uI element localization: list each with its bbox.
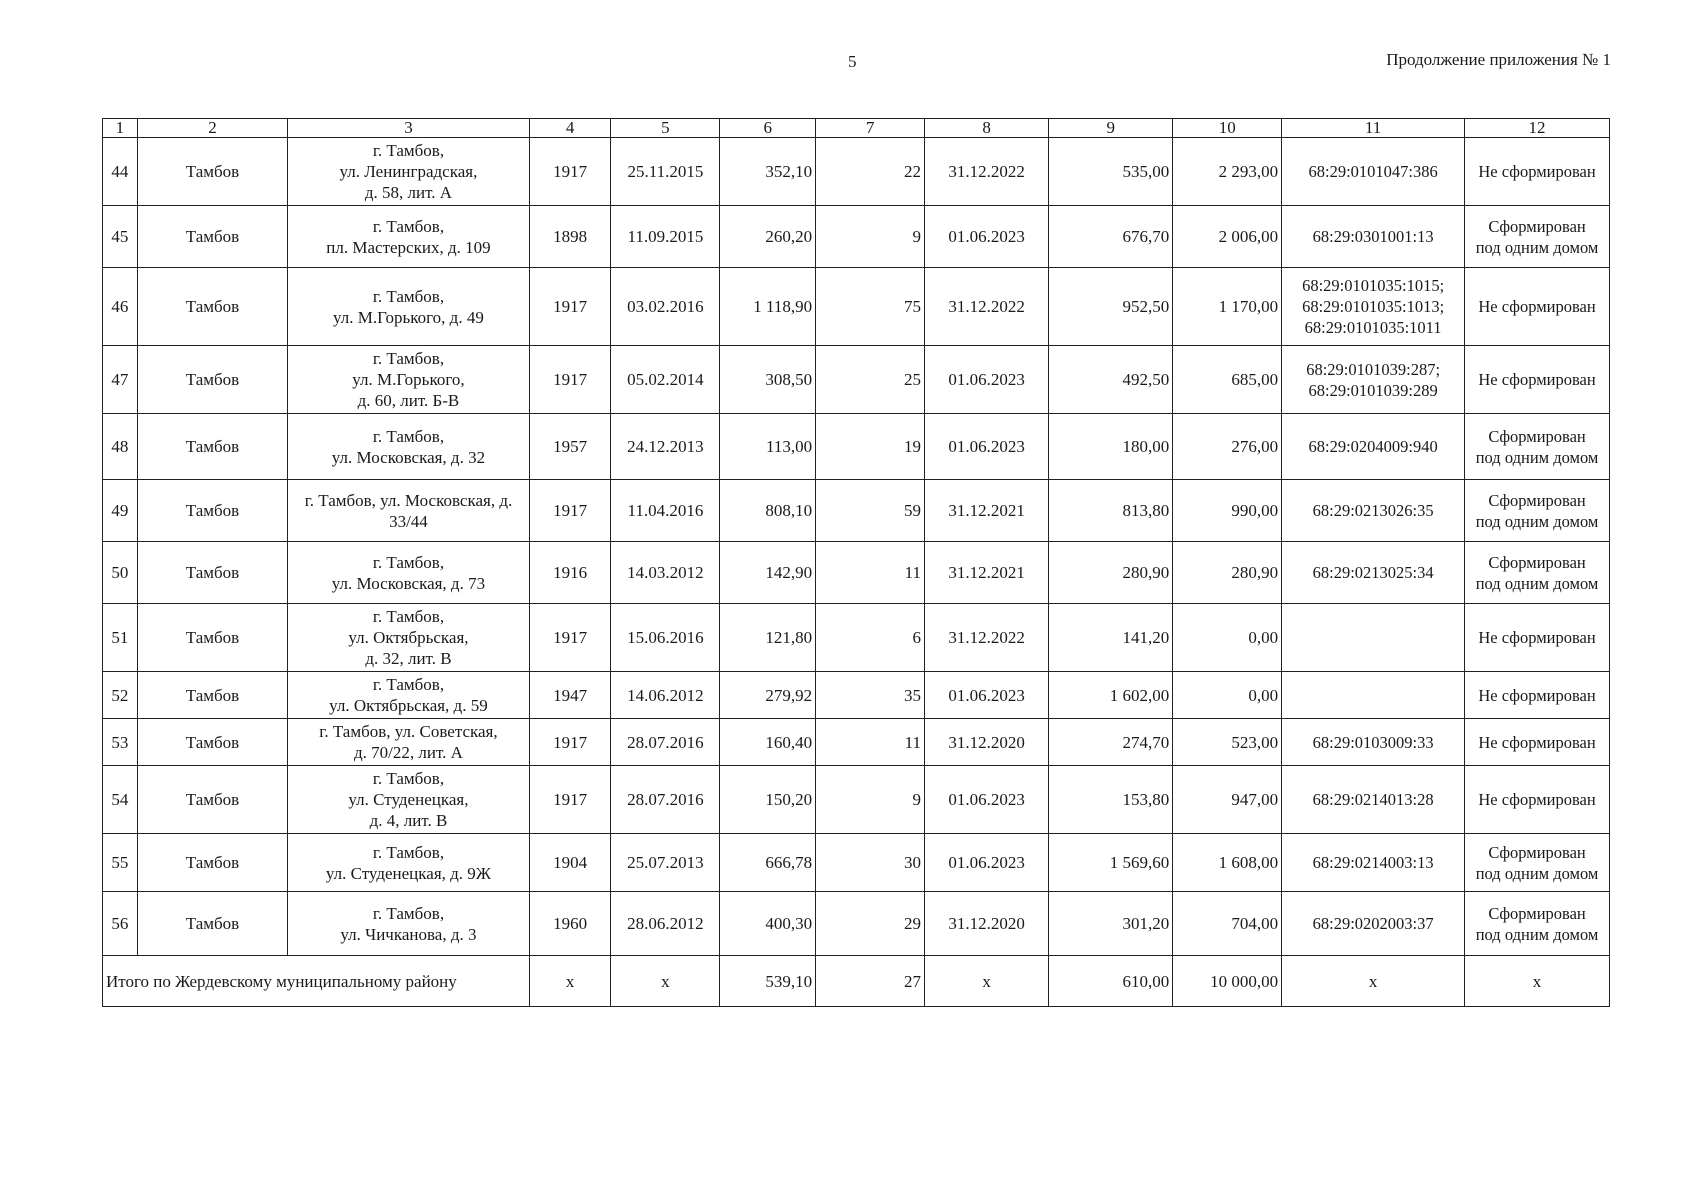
cadastral-number-cell [1282,892,1465,956]
total-col-8: х [925,956,1049,1007]
year-cell: 1917 [529,138,611,206]
cadastral-number-cell-line: 68:29:0101047:386 [1308,162,1438,181]
col-9-cell: 952,50 [1049,268,1173,346]
column-number-row [103,119,1610,138]
address-cell-line: ул. М.Горького, д. 49 [333,307,484,327]
land-status-cell-line: Не сформирован [1478,628,1596,647]
land-status-cell-line: под одним домом [1475,447,1599,467]
recognition-date-cell: 15.06.2016 [611,604,720,672]
address-cell-line: г. Тамбов, ул. Советская, [319,722,498,741]
column-header-3: 3 [288,119,530,138]
address-cell-line: пл. Мастерских, д. 109 [326,237,491,257]
address-cell-line: г. Тамбов, [372,426,445,446]
address-cell-line: г. Тамбов, [372,842,445,862]
cadastral-number-cell [1282,542,1465,604]
cadastral-number-cell-line: 68:29:0101039:289 [1308,380,1438,400]
land-status-cell-line: Не сформирован [1478,162,1596,181]
cadastral-number-cell-line: 68:29:0101035:1011 [1304,318,1442,337]
col-9-cell: 1 569,60 [1049,834,1173,892]
address-cell-line: г. Тамбов, [372,286,445,306]
column-header-4: 4 [529,119,611,138]
col-10-cell: 685,00 [1173,346,1282,414]
address-cell [288,268,530,346]
land-status-cell [1465,206,1610,268]
recognition-date-cell: 11.09.2015 [611,206,720,268]
planned-date-cell: 01.06.2023 [925,766,1049,834]
year-cell: 1917 [529,268,611,346]
column-header-6: 6 [720,119,816,138]
col-10-cell: 1 170,00 [1173,268,1282,346]
table-row [103,346,1610,414]
residents-cell: 11 [816,719,925,766]
address-cell [288,719,530,766]
planned-date-cell: 01.06.2023 [925,346,1049,414]
year-cell: 1957 [529,414,611,480]
address-cell-line: д. 58, лит. А [364,183,453,202]
address-cell [288,892,530,956]
address-cell-line: ул. Студенецкая, д. 9Ж [325,863,492,883]
column-header-11: 11 [1282,119,1465,138]
planned-date-cell: 31.12.2020 [925,892,1049,956]
year-cell: 1916 [529,542,611,604]
address-cell-line: г. Тамбов, [372,216,445,236]
city-cell: Тамбов [137,604,287,672]
address-cell-line: ул. Октябрьская, [348,628,469,647]
land-status-cell [1465,719,1610,766]
column-header-9: 9 [1049,119,1173,138]
land-status-cell-line: Не сформирован [1478,790,1596,809]
recognition-date-cell: 03.02.2016 [611,268,720,346]
recognition-date-cell: 28.06.2012 [611,892,720,956]
city-cell: Тамбов [137,268,287,346]
address-cell-line: ул. Ленинградская, [339,162,478,181]
planned-date-cell: 01.06.2023 [925,414,1049,480]
row-number: 44 [103,138,138,206]
row-number: 56 [103,892,138,956]
column-header-1: 1 [103,119,138,138]
area-cell: 400,30 [720,892,816,956]
total-col-10: 10 000,00 [1173,956,1282,1007]
year-cell: 1917 [529,719,611,766]
row-number: 46 [103,268,138,346]
table-row [103,138,1610,206]
col-10-cell: 704,00 [1173,892,1282,956]
planned-date-cell: 31.12.2021 [925,542,1049,604]
row-number: 48 [103,414,138,480]
col-9-cell: 535,00 [1049,138,1173,206]
land-status-cell [1465,672,1610,719]
address-cell-line: ул. Студенецкая, [348,790,469,809]
residents-cell: 30 [816,834,925,892]
total-col-7: 27 [816,956,925,1007]
address-cell-line: д. 60, лит. Б-В [357,391,460,410]
planned-date-cell: 01.06.2023 [925,206,1049,268]
table-row [103,480,1610,542]
total-col-4: х [529,956,611,1007]
address-cell [288,542,530,604]
cadastral-number-cell [1282,766,1465,834]
land-status-cell [1465,414,1610,480]
city-cell: Тамбов [137,719,287,766]
cadastral-number-cell [1282,138,1465,206]
area-cell: 150,20 [720,766,816,834]
city-cell: Тамбов [137,766,287,834]
land-status-cell [1465,766,1610,834]
table-row [103,604,1610,672]
year-cell: 1917 [529,766,611,834]
planned-date-cell: 01.06.2023 [925,672,1049,719]
col-9-cell: 180,00 [1049,414,1173,480]
land-status-cell-line: Не сформирован [1478,370,1596,389]
city-cell: Тамбов [137,480,287,542]
col-9-cell: 1 602,00 [1049,672,1173,719]
col-9-cell: 676,70 [1049,206,1173,268]
address-cell-line: д. 32, лит. В [365,649,452,668]
total-col-5: х [611,956,720,1007]
cadastral-number-cell [1282,206,1465,268]
cadastral-number-cell [1282,480,1465,542]
col-9-cell: 153,80 [1049,766,1173,834]
year-cell: 1917 [529,346,611,414]
land-status-cell-line: Сформирован [1488,842,1586,862]
address-cell-line: г. Тамбов, [372,903,445,923]
residents-cell: 75 [816,268,925,346]
area-cell: 808,10 [720,480,816,542]
city-cell: Тамбов [137,346,287,414]
area-cell: 308,50 [720,346,816,414]
recognition-date-cell: 11.04.2016 [611,480,720,542]
recognition-date-cell: 28.07.2016 [611,719,720,766]
planned-date-cell: 31.12.2022 [925,138,1049,206]
cadastral-number-cell [1282,268,1465,346]
column-header-2: 2 [137,119,287,138]
cadastral-number-cell-line: 68:29:0214013:28 [1312,790,1434,809]
recognition-date-cell: 28.07.2016 [611,766,720,834]
row-number: 53 [103,719,138,766]
residents-cell: 9 [816,766,925,834]
residents-cell: 9 [816,206,925,268]
row-number: 47 [103,346,138,414]
recognition-date-cell: 25.07.2013 [611,834,720,892]
address-cell [288,604,530,672]
column-header-10: 10 [1173,119,1282,138]
table-body [103,138,1610,956]
row-number: 49 [103,480,138,542]
planned-date-cell: 31.12.2022 [925,604,1049,672]
column-header-12: 12 [1465,119,1610,138]
row-number: 52 [103,672,138,719]
cadastral-number-cell-line: 68:29:0103009:33 [1312,732,1434,752]
page-number: 5 [848,52,857,71]
land-status-cell [1465,346,1610,414]
residents-cell: 19 [816,414,925,480]
recognition-date-cell: 24.12.2013 [611,414,720,480]
land-status-cell-line: Не сформирован [1478,297,1596,316]
year-cell: 1917 [529,480,611,542]
col-10-cell: 2 293,00 [1173,138,1282,206]
planned-date-cell: 01.06.2023 [925,834,1049,892]
residents-cell: 59 [816,480,925,542]
address-cell [288,346,530,414]
city-cell: Тамбов [137,206,287,268]
cadastral-number-cell-line: 68:29:0101039:287; [1306,359,1441,379]
land-status-cell-line: под одним домом [1475,511,1599,531]
city-cell: Тамбов [137,542,287,604]
row-number: 45 [103,206,138,268]
land-status-cell [1465,138,1610,206]
area-cell: 113,00 [720,414,816,480]
land-status-cell-line: под одним домом [1475,924,1599,944]
residents-cell: 22 [816,138,925,206]
land-status-cell-line: под одним домом [1475,863,1599,883]
table-row [103,719,1610,766]
column-header-7: 7 [816,119,925,138]
area-cell: 352,10 [720,138,816,206]
land-status-cell [1465,542,1610,604]
appendix-header: Продолжение приложения № 1 [1386,50,1611,69]
cadastral-number-cell-line: 68:29:0301001:13 [1312,227,1434,246]
table-row [103,206,1610,268]
recognition-date-cell: 05.02.2014 [611,346,720,414]
address-cell-line: ул. Октябрьская, д. 59 [329,696,488,715]
area-cell: 121,80 [720,604,816,672]
land-status-cell [1465,480,1610,542]
land-status-cell [1465,268,1610,346]
address-cell-line: ул. Московская, д. 73 [331,573,486,593]
row-number: 54 [103,766,138,834]
residents-cell: 29 [816,892,925,956]
year-cell: 1904 [529,834,611,892]
land-status-cell-line: Не сформирован [1478,732,1596,752]
recognition-date-cell: 14.03.2012 [611,542,720,604]
cadastral-number-cell-line: 68:29:0101035:1015; [1302,276,1445,295]
land-status-cell-line: Сформирован [1488,903,1586,923]
city-cell: Тамбов [137,138,287,206]
cadastral-number-cell-line: 68:29:0202003:37 [1312,914,1434,933]
cadastral-number-cell-line: 68:29:0204009:940 [1308,437,1438,456]
cadastral-number-cell [1282,719,1465,766]
col-10-cell: 947,00 [1173,766,1282,834]
address-cell [288,480,530,542]
planned-date-cell: 31.12.2022 [925,268,1049,346]
residents-cell: 35 [816,672,925,719]
address-cell-line: 33/44 [389,511,428,531]
land-status-cell-line: Сформирован [1488,490,1586,510]
land-status-cell-line: Не сформирован [1478,685,1596,705]
col-10-cell: 0,00 [1173,672,1282,719]
city-cell: Тамбов [137,892,287,956]
col-10-cell: 2 006,00 [1173,206,1282,268]
col-9-cell: 492,50 [1049,346,1173,414]
address-cell [288,138,530,206]
residents-cell: 11 [816,542,925,604]
table-row [103,542,1610,604]
address-cell-line: г. Тамбов, ул. Московская, д. [304,490,513,510]
address-cell-line: д. 70/22, лит. А [354,743,463,762]
address-cell-line: г. Тамбов, [372,552,445,572]
land-status-cell [1465,604,1610,672]
col-10-cell: 276,00 [1173,414,1282,480]
address-cell-line: г. Тамбов, [372,607,445,626]
col-10-cell: 523,00 [1173,719,1282,766]
cadastral-number-cell [1282,672,1465,719]
total-col-9: 610,00 [1049,956,1173,1007]
address-cell [288,672,530,719]
city-cell: Тамбов [137,672,287,719]
land-status-cell [1465,834,1610,892]
cadastral-number-cell [1282,834,1465,892]
area-cell: 260,20 [720,206,816,268]
cadastral-number-cell-line: 68:29:0213025:34 [1312,563,1434,582]
address-cell-line: ул. Московская, д. 32 [331,447,486,467]
table-row [103,414,1610,480]
cadastral-number-cell-line: 68:29:0213026:35 [1312,501,1434,520]
col-9-cell: 141,20 [1049,604,1173,672]
area-cell: 142,90 [720,542,816,604]
area-cell: 160,40 [720,719,816,766]
cadastral-number-cell [1282,346,1465,414]
total-label: Итого по Жердевскому муниципальному району [103,956,530,1007]
land-status-cell-line: под одним домом [1475,237,1599,257]
year-cell: 1947 [529,672,611,719]
area-cell: 1 118,90 [720,268,816,346]
recognition-date-cell: 14.06.2012 [611,672,720,719]
planned-date-cell: 31.12.2020 [925,719,1049,766]
address-cell-line: г. Тамбов, [372,769,445,788]
cadastral-number-cell-line: 68:29:0214003:13 [1312,853,1434,872]
table-row [103,268,1610,346]
row-number: 55 [103,834,138,892]
table-row [103,892,1610,956]
address-cell [288,834,530,892]
cadastral-number-cell [1282,414,1465,480]
col-9-cell: 813,80 [1049,480,1173,542]
housing-registry-table [102,118,1610,1007]
total-col-11: х [1282,956,1465,1007]
land-status-cell-line: Сформирован [1488,426,1586,446]
table-row [103,766,1610,834]
col-9-cell: 301,20 [1049,892,1173,956]
row-number: 50 [103,542,138,604]
col-9-cell: 274,70 [1049,719,1173,766]
land-status-cell-line: под одним домом [1475,573,1599,593]
recognition-date-cell: 25.11.2015 [611,138,720,206]
col-10-cell: 280,90 [1173,542,1282,604]
city-cell: Тамбов [137,834,287,892]
year-cell: 1960 [529,892,611,956]
year-cell: 1898 [529,206,611,268]
address-cell-line: г. Тамбов, [372,141,445,160]
column-header-8: 8 [925,119,1049,138]
land-status-cell-line: Сформирован [1488,216,1586,236]
area-cell: 279,92 [720,672,816,719]
address-cell-line: г. Тамбов, [372,349,445,368]
address-cell [288,414,530,480]
area-cell: 666,78 [720,834,816,892]
city-cell: Тамбов [137,414,287,480]
address-cell [288,206,530,268]
col-9-cell: 280,90 [1049,542,1173,604]
column-header-5: 5 [611,119,720,138]
address-cell-line: ул. М.Горького, [352,370,465,389]
address-cell-line: ул. Чичканова, д. 3 [340,924,477,944]
cadastral-number-cell [1282,604,1465,672]
address-cell-line: г. Тамбов, [372,675,445,694]
residents-cell: 6 [816,604,925,672]
total-row [103,956,1610,1007]
land-status-cell-line: Сформирован [1488,552,1586,572]
total-col-6: 539,10 [720,956,816,1007]
land-status-cell [1465,892,1610,956]
col-10-cell: 0,00 [1173,604,1282,672]
address-cell-line: д. 4, лит. В [369,811,448,830]
table-row [103,834,1610,892]
row-number: 51 [103,604,138,672]
cadastral-number-cell-line: 68:29:0101035:1013; [1302,297,1445,316]
col-10-cell: 1 608,00 [1173,834,1282,892]
table-row [103,672,1610,719]
year-cell: 1917 [529,604,611,672]
col-10-cell: 990,00 [1173,480,1282,542]
total-col-12: х [1465,956,1610,1007]
planned-date-cell: 31.12.2021 [925,480,1049,542]
residents-cell: 25 [816,346,925,414]
address-cell [288,766,530,834]
